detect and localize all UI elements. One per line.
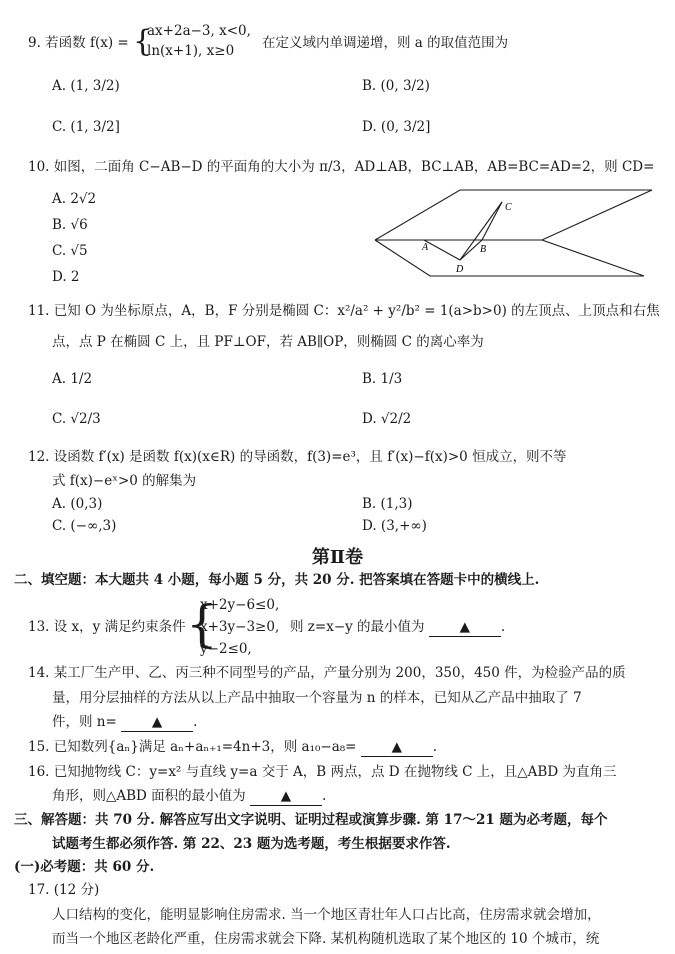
- segment-bc: [482, 202, 502, 240]
- label-c: C: [505, 202, 512, 213]
- q17-line2: 而当一个地区老龄化严重，住房需求就会下降. 某机构随机选取了某个地区的 10 个城市，统: [52, 931, 600, 947]
- q16-line2: [52, 787, 326, 806]
- q13-constraint-2: x+3y−3≥0,: [200, 619, 280, 635]
- q9-stem-b: 在定义域内单调递增，则 a 的取值范围为: [262, 35, 509, 51]
- q11-option-a: A. 1/2: [52, 371, 93, 387]
- section-2-title: 第Ⅱ卷: [311, 547, 364, 568]
- q13-tail-text: 则 z=x−y 的最小值为: [290, 619, 425, 635]
- lower-plane: [375, 240, 644, 276]
- q11-line1: 11. 已知 O 为坐标原点，A，B，F 分别是椭圆 C：x²/a² + y²/b² = 1(a>b>0) 的左顶点、上顶点和右焦: [28, 303, 660, 319]
- label-d: D: [456, 264, 464, 275]
- q10-stem: 10. 如图，二面角 C−AB−D 的平面角的大小为 π/3，AD⊥AB，BC⊥AB，AB=BC=AD=2，则 CD=: [28, 159, 655, 175]
- q10-option-a: A. 2√2: [52, 191, 97, 207]
- q14-line3: [52, 713, 197, 732]
- required-header: (一)必考题：共 60 分.: [14, 859, 155, 875]
- q12-option-a: A. (0,3): [52, 496, 103, 512]
- segment-ad: [424, 240, 460, 260]
- segment-bd: [460, 240, 482, 260]
- q15-text: 15. 已知数列{aₙ}满足 aₙ+aₙ₊₁=4n+3，则 a₁₀−a₈=: [28, 739, 357, 755]
- q13-constraint-1: x+2y−6≤0,: [200, 597, 280, 613]
- q13-end: .: [500, 619, 506, 635]
- q11-option-c: C. √2/3: [52, 411, 101, 427]
- q16-end: .: [321, 788, 327, 804]
- q10-option-c: C. √5: [52, 243, 88, 259]
- q15-end: .: [432, 739, 438, 755]
- q14-end: .: [193, 714, 198, 730]
- solve-header-line2: 试题考生都必须作答. 第 22、23 题为选考题，考生根据要求作答.: [52, 836, 451, 852]
- q13-lead: 13. 设 x，y 满足约束条件: [28, 619, 186, 635]
- q15-answer-blank[interactable]: ▲: [361, 738, 433, 757]
- q9-option-a: A. (1, 3/2): [52, 78, 120, 94]
- solve-header-line1: 三、解答题：共 70 分. 解答应写出文字说明、证明过程或演算步骤. 第 17～21 题为必考题，每个: [14, 812, 608, 828]
- q9-option-c: C. (1, 3/2]: [52, 119, 120, 135]
- label-b: B: [480, 244, 487, 255]
- upper-plane: [375, 190, 652, 240]
- q16-line2-text: 角形，则△ABD 面积的最小值为: [52, 788, 246, 804]
- q16-answer-blank[interactable]: ▲: [250, 787, 322, 806]
- q12-line1: 12. 设函数 f′(x) 是函数 f(x)(x∈R) 的导函数，f(3)=e³，且 f′(x)−f(x)>0 恒成立，则不等: [28, 449, 567, 465]
- q12-option-b: B. (1,3): [362, 496, 413, 512]
- q9-brace: {: [133, 24, 153, 59]
- q13-tail: [290, 618, 505, 637]
- dihedral-angle-figure: [372, 184, 662, 284]
- q9-stem-a: 9. 若函数 f(x) =: [28, 35, 129, 51]
- q13-brace: {: [186, 595, 218, 653]
- q17-line1: 人口结构的变化，能明显影响住房需求. 当一个地区青壮年人口占比高，住房需求就会增加，: [52, 907, 601, 923]
- q9-option-b: B. (0, 3/2): [362, 78, 430, 94]
- q12-line2: 式 f(x)−eˣ>0 的解集为: [52, 473, 197, 489]
- q11-option-d: D. √2/2: [362, 411, 412, 427]
- q10-option-d: D. 2: [52, 269, 80, 285]
- q11-option-b: B. 1/3: [362, 371, 403, 387]
- q12-option-d: D. (3,+∞): [362, 518, 427, 534]
- q13-constraint-3: y−2≤0,: [200, 641, 252, 657]
- q14-answer-blank[interactable]: ▲: [121, 713, 193, 732]
- q15-line: [28, 738, 437, 757]
- q16-line1: 16. 已知抛物线 C：y=x² 与直线 y=a 交于 A，B 两点，点 D 在抛物线 C 上，且△ABD 为直角三: [28, 764, 617, 780]
- q9-case1: ax+2a−3, x<0,: [147, 23, 251, 39]
- q14-line1: 14. 某工厂生产甲、乙、丙三种不同型号的产品，产量分别为 200，350，450 件，为检验产品的质: [28, 665, 626, 681]
- q9-option-d: D. (0, 3/2]: [362, 119, 431, 135]
- q11-line2: 点，点 P 在椭圆 C 上，且 PF⊥OF，若 AB∥OP，则椭圆 C 的离心率为: [52, 334, 484, 350]
- q10-option-b: B. √6: [52, 217, 88, 233]
- q12-option-c: C. (−∞,3): [52, 518, 117, 534]
- q14-line3-text: 件，则 n=: [52, 714, 117, 730]
- q14-line2: 量，用分层抽样的方法从以上产品中抽取一个容量为 n 的样本，已知从乙产品中抽取了 7: [52, 690, 582, 706]
- q17-head: 17. (12 分): [28, 882, 100, 898]
- fill-in-header: 二、填空题：本大题共 4 小题，每小题 5 分，共 20 分. 把答案填在答题卡中的横线上.: [14, 572, 540, 588]
- label-a: A: [422, 242, 429, 253]
- q9-case2: ln(x+1), x≥0: [147, 43, 235, 59]
- q13-answer-blank[interactable]: ▲: [429, 618, 501, 637]
